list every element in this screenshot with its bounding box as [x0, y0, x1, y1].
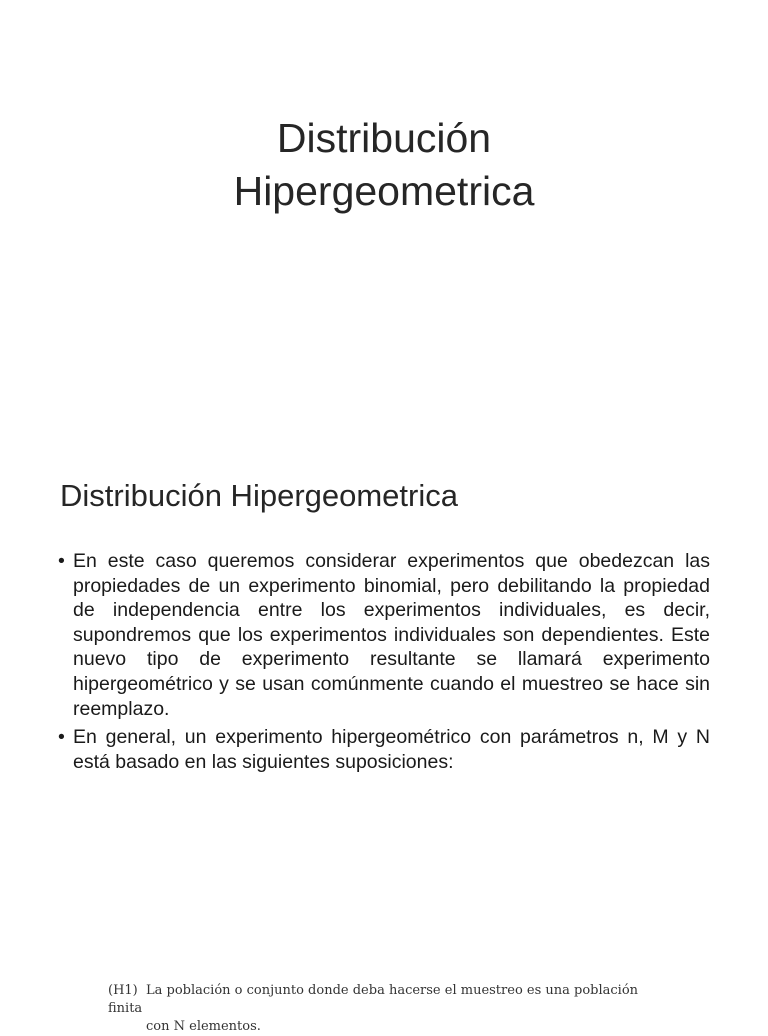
title-line-2: Hipergeometrica	[233, 168, 535, 214]
content-slide	[0, 432, 768, 1034]
hypothesis-label: (H1)	[108, 983, 138, 998]
slide-heading: Distribución Hipergeometrica	[60, 478, 458, 513]
bullet-list	[58, 549, 710, 778]
bullet-item	[58, 549, 710, 721]
hypothesis-h1	[108, 982, 668, 1036]
bullet-icon: •	[58, 550, 65, 572]
bullet-icon: •	[58, 726, 65, 749]
bullet-item	[58, 725, 710, 774]
bullet-text: En este caso queremos considerar experimentos que obedezcan las propiedades de un experimento binomial, pero debilitando la propiedad de independencia entre los experimentos individuales, es decir, supondremos que los experimentos individuales son dependientes. Este nuevo tipo de experimento resultante se llamará experimento hipergeométrico y se usan comúnmente cuando el muestreo se hace sin reemplazo.	[73, 550, 710, 720]
bullet-text: En general, un experimento hipergeométrico con parámetros n, M y N está basado en las siguientes suposiciones:	[73, 726, 710, 773]
title-slide	[0, 0, 768, 432]
slide-title	[0, 112, 768, 218]
title-line-1: Distribución	[276, 115, 492, 161]
hypothesis-line-2: con N elementos.	[146, 1019, 261, 1034]
hypothesis-line-1: La población o conjunto donde deba hacerse el muestreo es una población finita	[108, 983, 639, 1016]
